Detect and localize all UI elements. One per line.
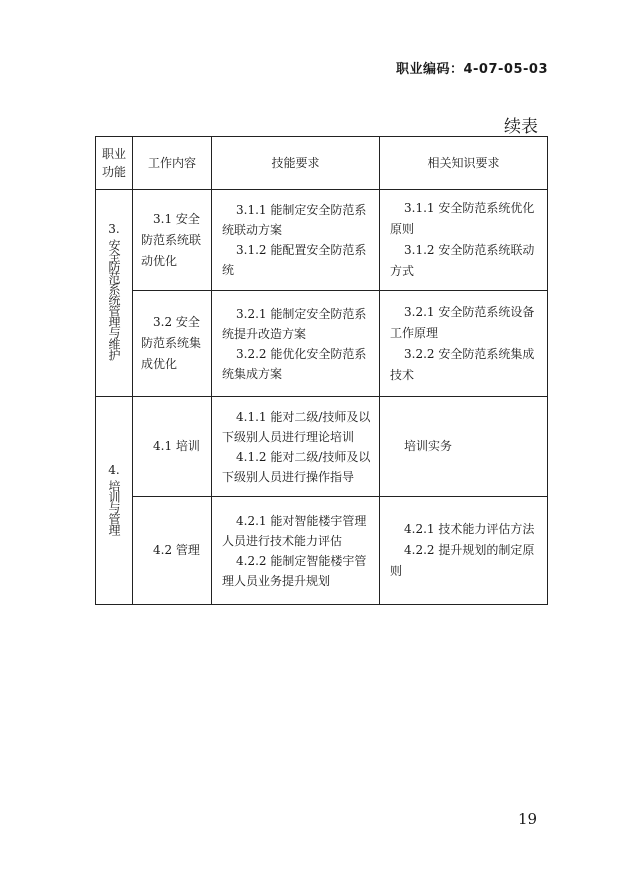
skills-cell <box>212 397 380 497</box>
skill-item: 4.2.2 能制定智能楼宇管理人员业务提升规划 <box>222 553 367 588</box>
work-content-cell: 4.2 管理 <box>133 497 212 605</box>
knowledge-item: 3.1.2 安全防范系统联动方式 <box>390 243 535 278</box>
page-number: 19 <box>518 810 538 828</box>
table-header-row <box>96 137 548 190</box>
work-content-cell: 3.1 安全防范系统联动优化 <box>133 190 212 291</box>
work-content-cell: 4.1 培训 <box>133 397 212 497</box>
skill-item: 4.1.2 能对二级/技师及以下级别人员进行操作指导 <box>222 449 371 484</box>
header-skills: 技能要求 <box>212 137 380 190</box>
skills-cell <box>212 497 380 605</box>
knowledge-item: 4.2.1 技术能力评估方法 <box>404 522 535 536</box>
skills-table <box>95 136 548 605</box>
knowledge-item: 4.2.2 提升规划的制定原则 <box>390 543 535 578</box>
occupation-code: 职业编码：4-07-05-03 <box>395 62 548 77</box>
function-cell <box>96 190 133 397</box>
skill-item: 3.2.1 能制定安全防范系统提升改造方案 <box>222 306 367 341</box>
function-number: 4. <box>108 462 120 477</box>
knowledge-item: 3.1.1 安全防范系统优化原则 <box>390 201 535 236</box>
knowledge-cell <box>380 190 548 291</box>
knowledge-cell <box>380 397 548 497</box>
knowledge-cell <box>380 497 548 605</box>
skills-cell <box>212 291 380 397</box>
table-row <box>96 397 548 497</box>
skill-item: 3.1.2 能配置安全防范系统 <box>222 243 367 277</box>
function-name: 安全防范系统管理与维护 <box>107 239 121 360</box>
continued-label: 续表 <box>504 117 538 137</box>
function-cell <box>96 397 133 605</box>
skill-item: 4.1.1 能对二级/技师及以下级别人员进行理论培训 <box>222 409 371 444</box>
header-content: 工作内容 <box>133 137 212 190</box>
table-row <box>96 497 548 605</box>
knowledge-item: 3.2.2 安全防范系统集成技术 <box>390 346 535 382</box>
skills-cell <box>212 190 380 291</box>
skill-item: 4.2.1 能对智能楼宇管理人员进行技术能力评估 <box>222 513 367 548</box>
header-knowledge: 相关知识要求 <box>380 137 548 190</box>
skill-item: 3.1.1 能制定安全防范系统联动方案 <box>222 203 367 237</box>
function-number: 3. <box>108 222 120 236</box>
table-row <box>96 190 548 291</box>
knowledge-item: 培训实务 <box>404 439 453 453</box>
knowledge-cell <box>380 291 548 397</box>
skill-item: 3.2.2 能优化安全防范系统集成方案 <box>222 346 367 381</box>
function-name: 培训与管理 <box>107 479 121 535</box>
work-content-cell: 3.2 安全防范系统集成优化 <box>133 291 212 397</box>
table-row <box>96 291 548 397</box>
knowledge-item: 3.2.1 安全防范系统设备工作原理 <box>390 304 535 340</box>
header-function: 职业 功能 <box>96 137 133 190</box>
